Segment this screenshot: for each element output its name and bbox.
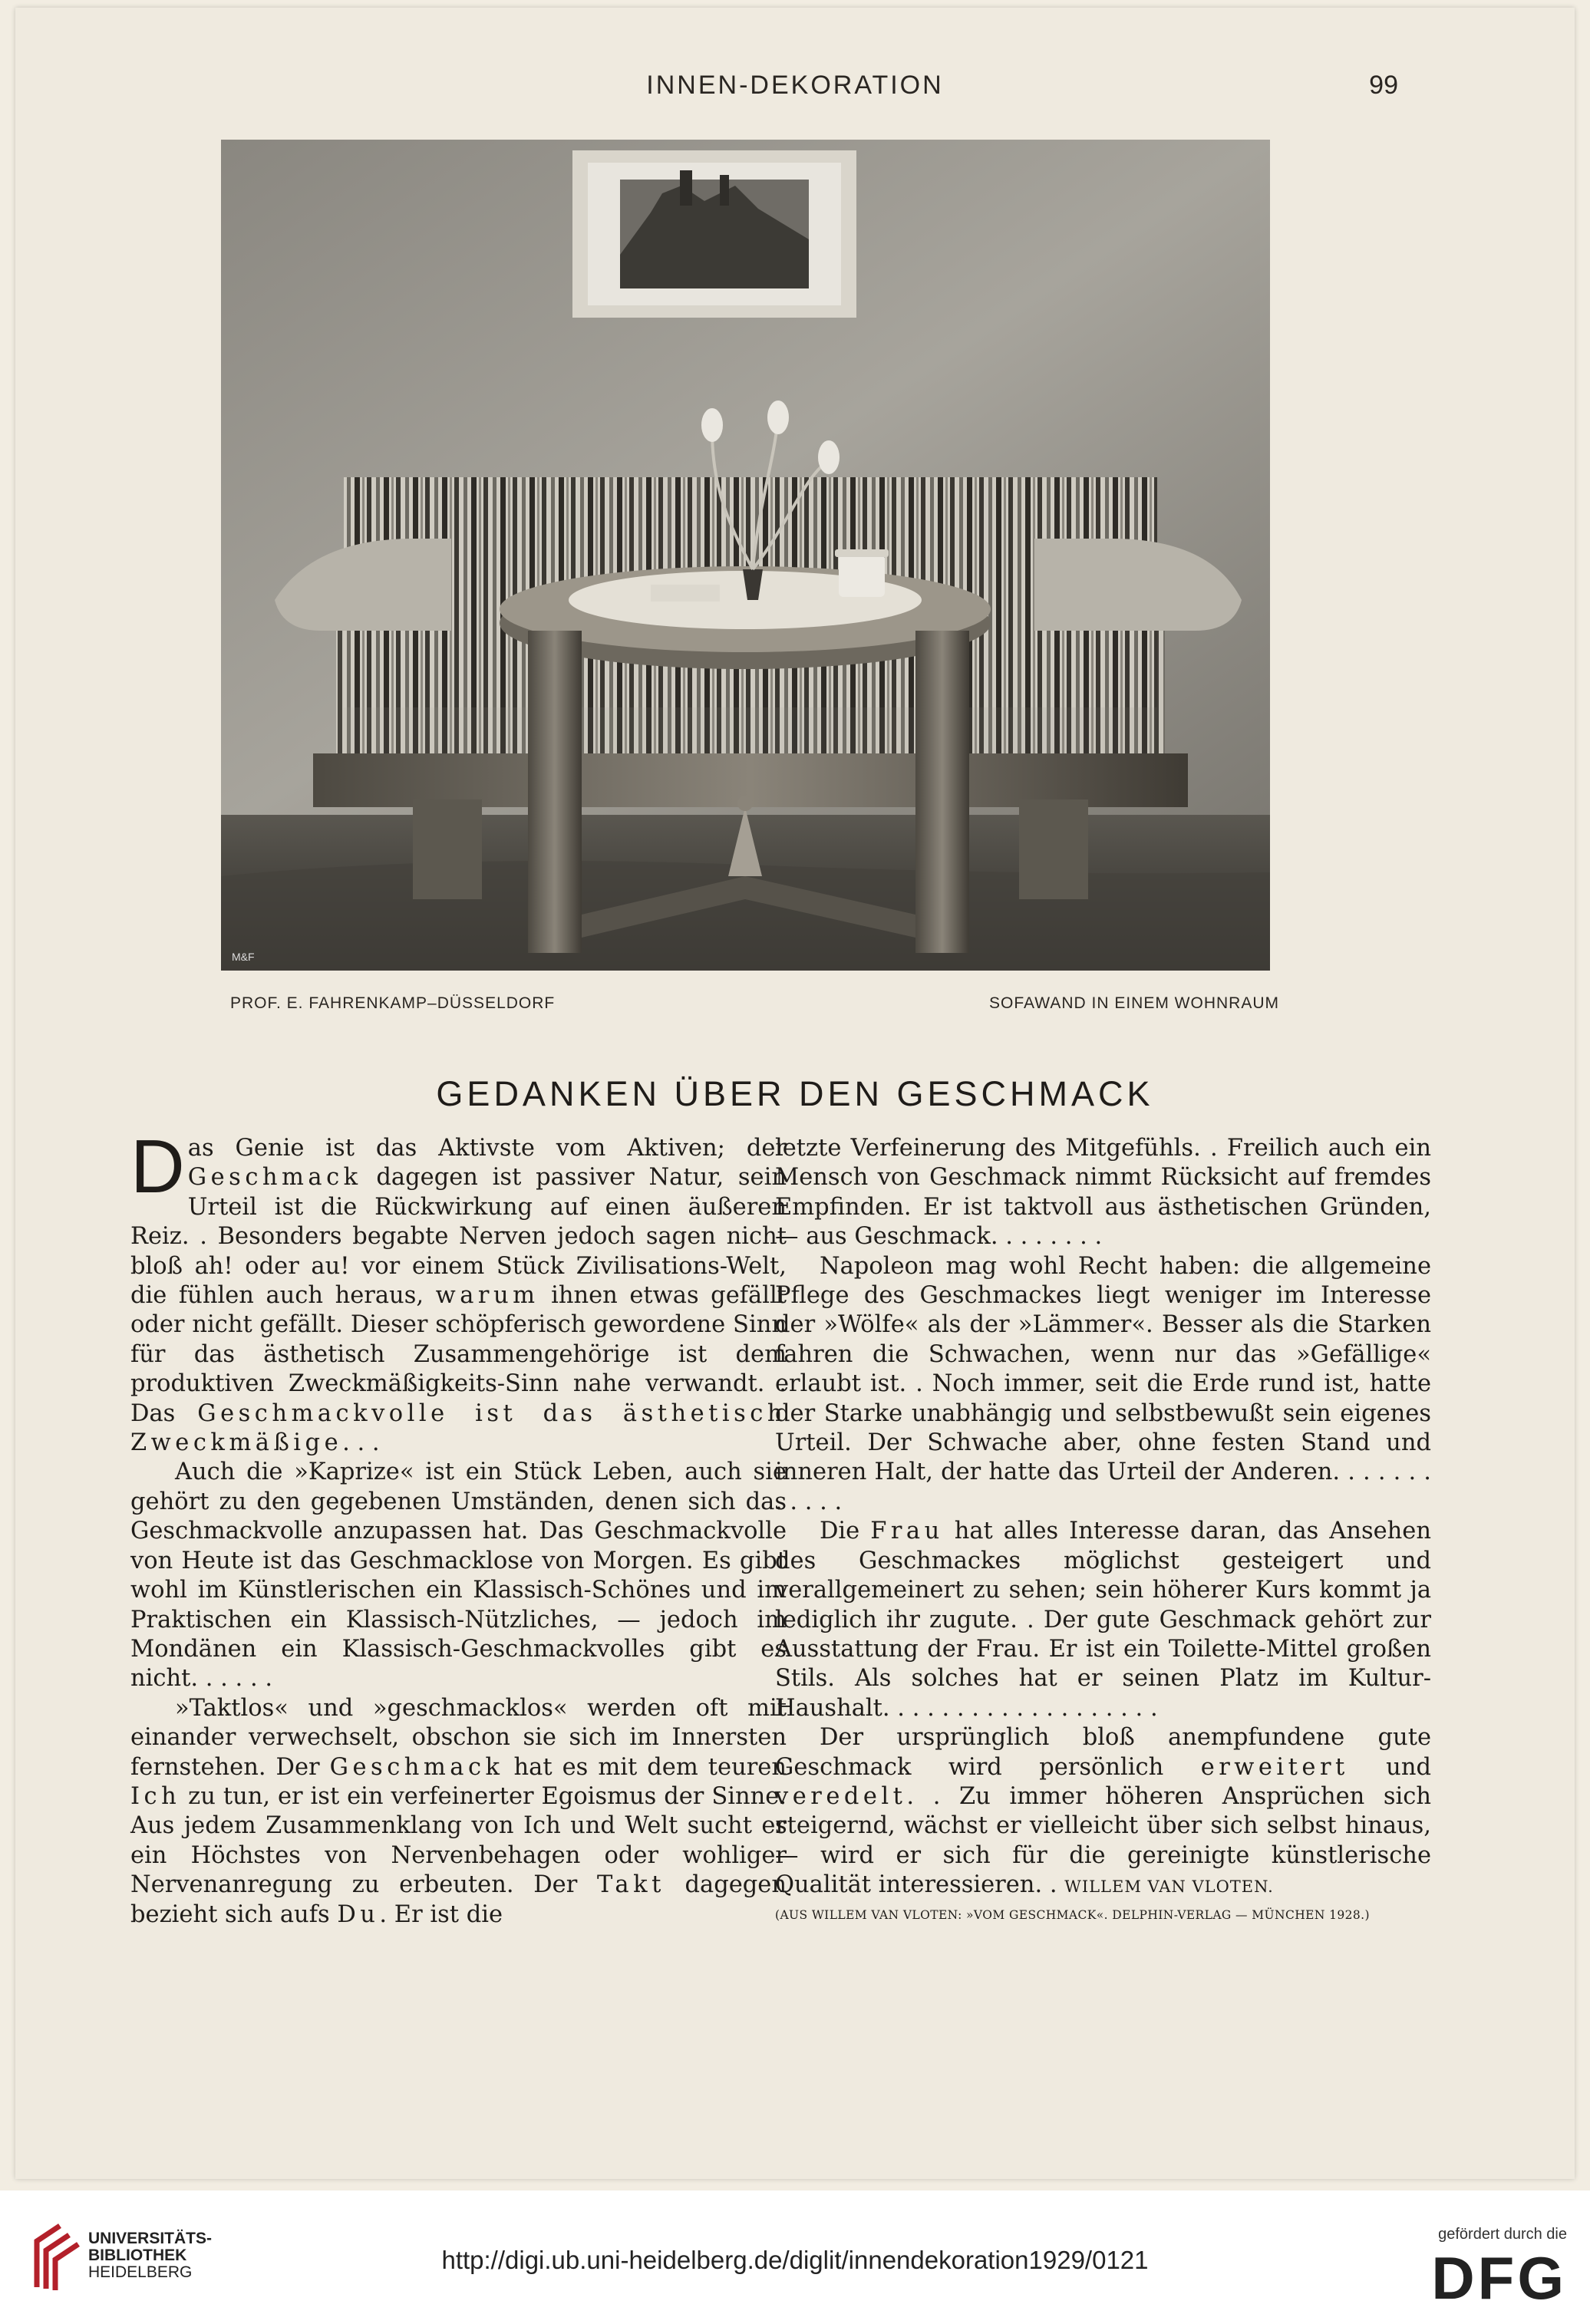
paragraph: Die Frau hat alles Interesse daran, das Ansehen des Geschmackes möglichst gesteigert und verallgemeinert zu sehen; sein höherer Kurs kommt ja lediglich ihr zugute. . Der gute Geschmack gehört zur Ausstattung der Frau. Er ist ein Toilette-Mittel großen Stils. Als solches hat er seinen Platz im Kultur-Haushalt. . . . . . . . . . . . . . . . . . .: [775, 1518, 1431, 1722]
paragraph: Napoleon mag wohl Recht haben: die allgemeine Pflege des Geschmackes liegt weniger im Interesse der »Wölfe« als der »Lämmer«. Besser als die Starken fahren die Schwachen, wenn nur das »Gefällige« erlaubt ist. . Noch immer, seit die Erde rund ist, hatte der Starke unabhängig und selbstbewußt sein eigenes Urteil. Der Schwache aber, ohne festen Stand und inneren Halt, der hatte das Urteil der Anderen. . . . . . . . . . . .: [775, 1252, 1431, 1515]
source-citation: (AUS WILLEM VAN VLOTEN: »VOM GESCHMACK«. DELPHIN-VERLAG — MÜNCHEN 1928.): [775, 1907, 1370, 1922]
article-title: GEDANKEN ÜBER DEN GESCHMACK: [436, 1074, 1154, 1113]
viewer-footer: [0, 2190, 1590, 2324]
caption-architect: PROF. E. FAHRENKAMP–DÜSSELDORF: [230, 994, 556, 1012]
permalink-url[interactable]: http://digi.ub.uni-heidelberg.de/diglit/innendekoration1929/0121: [441, 2246, 1149, 2274]
dfg-logo: DFG: [1431, 2244, 1567, 2312]
scanned-page: [15, 8, 1575, 2179]
paragraph: »Taktlos« und »geschmacklos« werden oft mit einander verwechselt, obschon sie sich im Innersten fernstehen. Der Geschmack hat es mit dem teuren Ich zu tun, er ist ein verfeinerter Egoismus der Sinne. Aus jedem Zusammenklang von Ich und Welt sucht er ein Höchstes von Nervenbehagen oder wohliger Nervenanregung zu erbeuten. Der Takt dagegen bezieht sich aufs Du. Er ist die: [130, 1694, 787, 1928]
photo-monogram: M&F: [232, 951, 255, 963]
library-name: UNIVERSITÄTS- BIBLIOTHEK HEIDELBERG: [88, 2230, 213, 2281]
caption-subject: SOFAWAND IN EINEM WOHNRAUM: [989, 994, 1279, 1012]
paragraph: letzte Verfeinerung des Mitgefühls. . Freilich auch ein Mensch von Geschmack nimmt Rücksicht auf fremdes Empfinden. Er ist taktvoll aus ästhetischen Gründen, — aus Geschmack. . . . . . . .: [775, 1135, 1431, 1251]
paragraph: Auch die »Kaprize« ist ein Stück Leben, auch sie gehört zu den gegebenen Umständen, denen sich das Geschmackvolle anzupassen hat. Das Geschmackvolle von Heute ist das Geschmacklose von Morgen. Es gibt wohl im Künstlerischen ein Klassisch-Schönes und im Praktischen ein Klassisch-Nützliches, — jedoch im Mondänen ein Klassisch-Geschmackvolles gibt es nicht. . . . . .: [130, 1459, 787, 1693]
text-column-right: [775, 1134, 1431, 1923]
page-number: 99: [1369, 71, 1398, 100]
running-title: INNEN-DEKORATION: [646, 71, 944, 100]
funded-by-label: gefördert durch die: [1438, 2226, 1567, 2243]
drop-cap: D: [130, 1124, 185, 1208]
sofa-photo-illustration: [221, 140, 1270, 971]
paragraph: Das Genie ist das Aktivste vom Aktiven; der Geschmack dagegen ist passiver Natur, sein Urteil ist die Rückwirkung auf einen äußeren Reiz. . Besonders begabte Nerven jedoch sagen nicht bloß ah! oder au! vor einem Stück Zivilisations-Welt, die fühlen auch heraus, warum ihnen etwas gefällt oder nicht gefällt. Dieser schöpferisch gewordene Sinn für das ästhetisch Zusammengehörige ist dem produktiven Zweckmäßigkeits-Sinn nahe verwandt. . Das Geschmackvolle ist das ästhetisch Zweckmäßige. . .: [130, 1124, 787, 1457]
text-column-left: [130, 1124, 787, 1930]
author-name: WILLEM VAN VLOTEN.: [1064, 1877, 1274, 1897]
paragraph: Der ursprünglich bloß anempfundene gute Geschmack wird persönlich erweitert und veredelt. . Zu immer höheren Ansprüchen sich steigernd, wächst er vielleicht über sich selbst hinaus, — wird er sich für die gereinigte künstlerische Qualität interessieren. . WILLEM VAN VLOTEN.: [775, 1724, 1431, 1899]
sofa-photograph: [221, 140, 1270, 971]
